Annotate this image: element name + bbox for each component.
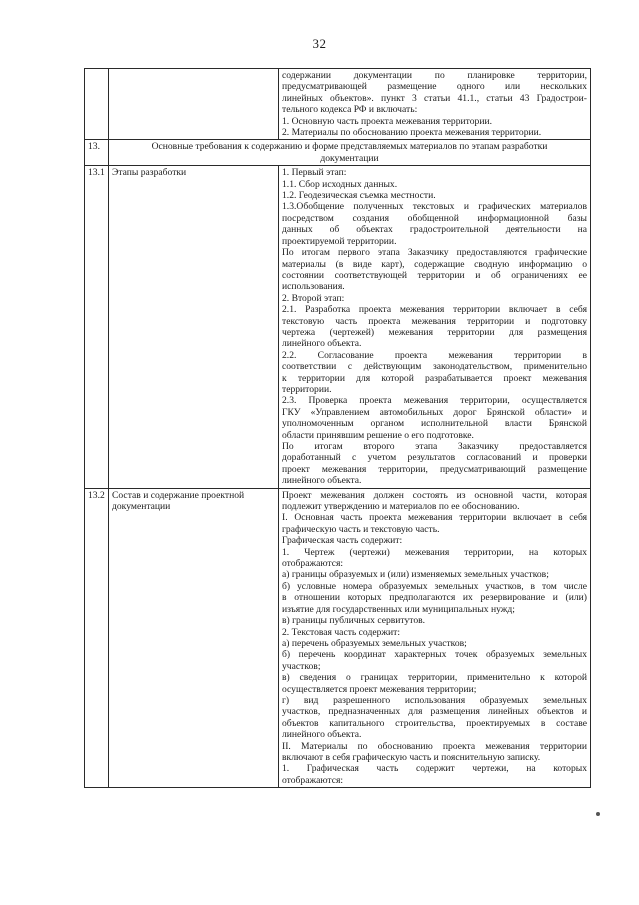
text-line: территории. xyxy=(282,383,332,395)
text-line: а) границы образуемых и (или) изменяемых земельных участков; xyxy=(282,569,549,581)
row-label: Этапы разработки xyxy=(109,166,279,488)
text-line: 2.2. Согласование проекта межевания территории в xyxy=(282,349,587,361)
text-line: уполномоченным органом исполнительной власти Брянской xyxy=(282,418,587,430)
text-line: состоянии соответствующей территории и об ограничениях ее xyxy=(282,269,587,281)
text-line: в) сведения о границах территории, применительно к которой xyxy=(282,672,587,684)
text-line: а) перечень образуемых земельных участков; xyxy=(282,637,467,649)
margin-dot xyxy=(596,812,600,816)
text-line: По итогам первого этапа Заказчику предоставляются графические xyxy=(282,247,587,259)
row-content xyxy=(279,488,591,788)
text-line: отображаются: xyxy=(282,558,344,570)
section-title xyxy=(109,140,591,166)
cell-content xyxy=(279,69,591,140)
text-line: посредством создания обобщенной информационной базы xyxy=(282,212,587,224)
row-label xyxy=(109,488,279,788)
text-line: к территории для которой разрабатывается проект межевания xyxy=(282,372,587,384)
table-row-continuation xyxy=(85,69,591,140)
text-line: 2. Второй этап: xyxy=(282,292,345,304)
text-line: содержании документации по планировке территории, xyxy=(282,70,587,81)
text-line: материалы (в виде карт), содержащие сводную информацию о xyxy=(282,258,587,270)
text-line: подлежит утверждению и материалов по ее обоснованию. xyxy=(282,501,520,513)
text-line: II. Материалы по обоснованию проекта межевания территории xyxy=(282,740,587,752)
text-line: 1. Чертеж (чертежи) межевания территории, на которых xyxy=(282,546,587,558)
requirements-table xyxy=(84,68,591,788)
text-line: линейных объектов». пункт 3 статьи 41.1., статьи 43 Градострои- xyxy=(282,92,587,104)
text-line: 2. Текстовая часть содержит: xyxy=(282,626,401,638)
text-line: доработанный с учетом результатов согласований и проверки xyxy=(282,452,587,464)
text-line: в) границы публичных сервитутов. xyxy=(282,615,426,627)
text-line: б) условные номера образуемых земельных участков, в том числе xyxy=(282,580,587,592)
text-line: текстовую часть проекта межевания территории и подготовку xyxy=(282,315,587,327)
row-number: 13.2 xyxy=(85,488,109,788)
text-line: участков, предназначенных для размещения линейных объектов и xyxy=(282,706,587,718)
text-line: чертежа (чертежей) межевания территории для размещения xyxy=(282,326,587,338)
text-line: г) вид разрешенного использования образуемых земельных xyxy=(282,694,587,706)
text-line: графическую часть и текстовую часть. xyxy=(282,523,440,535)
text-line: проект межевания территории, предусматривающий размещение xyxy=(282,463,587,475)
text-line: соответствии с действующим законодательством, применительно xyxy=(282,361,587,373)
text-line: 1. Графическая часть содержит чертежи, на которых xyxy=(282,763,587,775)
text-line: 1.3.Обобщение полученных текстовых и графических материалов xyxy=(282,201,587,213)
row-content xyxy=(279,166,591,488)
text-line: использования. xyxy=(282,281,345,293)
row-label-line: Состав и содержание проектной xyxy=(112,489,245,501)
text-line: тельного кодекса РФ и включать: xyxy=(282,104,418,116)
table-row-13-1 xyxy=(85,166,591,488)
row-number: 13.1 xyxy=(85,166,109,488)
text-line: в отношении которых предполагаются их резервирование и (или) xyxy=(282,592,587,604)
text-line: линейного объекта. xyxy=(282,338,362,350)
text-line: 1. Первый этап: xyxy=(282,167,347,179)
section-number: 13. xyxy=(85,140,109,166)
cell-label xyxy=(109,69,279,140)
text-line: ГКУ «Управлением автомобильных дорог Брянской области» и xyxy=(282,406,587,418)
text-line: 2. Материалы по обоснованию проекта межевания территории. xyxy=(282,127,542,139)
table-row-section-13 xyxy=(85,140,591,166)
text-line: Проект межевания должен состоять из основной части, которая xyxy=(282,489,587,501)
text-line: участков; xyxy=(282,660,321,672)
text-line: Графическая часть содержит: xyxy=(282,535,403,547)
row-label-line: документации xyxy=(112,501,171,513)
table-row-13-2 xyxy=(85,488,591,788)
text-line: 2.1. Разработка проекта межевания территории включает в себя xyxy=(282,304,587,316)
text-line: объектов капитального строительства, проектируемых в составе xyxy=(282,717,587,729)
text-line: отображаются: xyxy=(282,774,344,786)
text-line: включают в себя графическую часть и пояснительную записку. xyxy=(282,751,541,763)
page-number: 32 xyxy=(312,36,327,51)
cell-number xyxy=(85,69,109,140)
section-title-line: документации xyxy=(320,152,379,164)
text-line: области принявшим решение о его подготовке. xyxy=(282,429,474,441)
text-line: б) перечень координат характерных точек образуемых земельных xyxy=(282,649,587,661)
text-line: проектируемой территории. xyxy=(282,235,397,247)
text-line: линейного объекта. xyxy=(282,729,362,741)
text-line: линейного объекта. xyxy=(282,475,362,487)
text-line: 2.3. Проверка проекта межевания территории, осуществляется xyxy=(282,395,587,407)
section-title-line: Основные требования к содержанию и форме представляемых материалов по этапам разработки xyxy=(151,141,548,153)
text-line: I. Основная часть проекта межевания территории включает в себя xyxy=(282,512,587,524)
text-line: предусматривающей размещение одного или нескольких xyxy=(282,81,587,93)
text-line: 1.1. Сбор исходных данных. xyxy=(282,178,398,190)
text-line: По итогам второго этапа Заказчику предоставляется xyxy=(282,441,587,452)
text-line: изъятие для государственных или муниципальных нужд; xyxy=(282,603,515,615)
text-line: 1.2. Геодезическая съемка местности. xyxy=(282,190,436,202)
text-line: осуществляется проект межевания территории; xyxy=(282,683,477,695)
text-line: данных об объектах градостроительной деятельности на xyxy=(282,224,587,236)
text-line: 1. Основную часть проекта межевания территории. xyxy=(282,115,492,127)
